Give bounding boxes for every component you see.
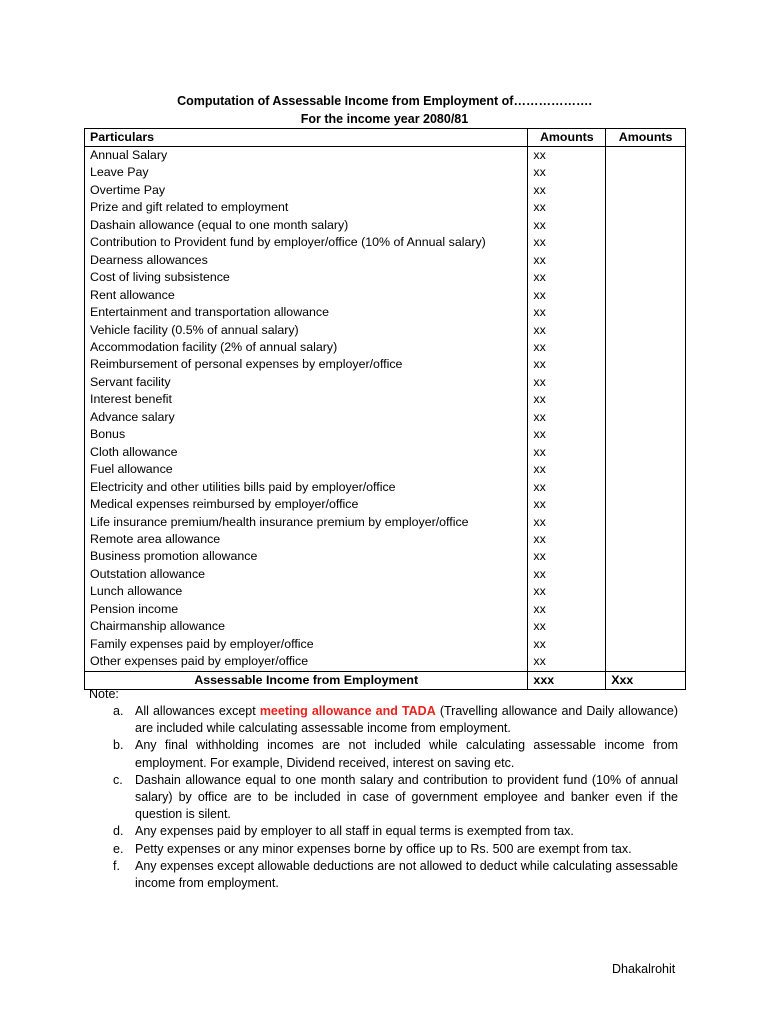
note-text: Any expenses paid by employer to all staff in equal terms is exempted from tax. (135, 824, 574, 839)
table-row (85, 182, 686, 199)
amount-cell-empty (606, 514, 686, 531)
note-text: All allowances except (135, 704, 260, 718)
amount-cell: xx (528, 653, 606, 671)
amount-cell: xx (528, 548, 606, 565)
amount-cell: xx (528, 269, 606, 286)
particular-cell: Other expenses paid by employer/office (85, 653, 528, 671)
amount-cell-empty (606, 287, 686, 304)
amount-cell: xx (528, 287, 606, 304)
particular-cell: Leave Pay (85, 164, 528, 181)
amount-cell: xx (528, 601, 606, 618)
particular-cell: Entertainment and transportation allowance (85, 304, 528, 321)
note-marker: d. (113, 824, 124, 839)
particular-cell: Overtime Pay (85, 182, 528, 199)
amount-cell: xx (528, 356, 606, 373)
table-row (85, 653, 686, 671)
amount-cell: xx (528, 374, 606, 391)
table-row (85, 548, 686, 565)
amount-cell-empty (606, 531, 686, 548)
amount-cell: xx (528, 217, 606, 234)
amount-cell: xx (528, 339, 606, 356)
table-row (85, 636, 686, 653)
notes-list (110, 703, 678, 892)
table-total-row (85, 671, 686, 689)
header-amounts-1: Amounts (528, 129, 606, 147)
amount-cell-empty (606, 426, 686, 443)
particular-cell: Remote area allowance (85, 531, 528, 548)
amount-cell-empty (606, 147, 686, 165)
amount-cell-empty (606, 322, 686, 339)
amount-cell-empty (606, 182, 686, 199)
amount-cell: xx (528, 391, 606, 408)
amount-cell-empty (606, 269, 686, 286)
table-row (85, 269, 686, 286)
amount-cell: xx (528, 531, 606, 548)
table-row (85, 322, 686, 339)
amount-cell-empty (606, 636, 686, 653)
table-row (85, 618, 686, 635)
particular-cell: Lunch allowance (85, 583, 528, 600)
table-row (85, 514, 686, 531)
amount-cell-empty (606, 252, 686, 269)
amount-cell-empty (606, 479, 686, 496)
amount-cell-empty (606, 618, 686, 635)
header-amounts-2: Amounts (606, 129, 686, 147)
note-marker: b. (113, 738, 124, 753)
particular-cell: Prize and gift related to employment (85, 199, 528, 216)
amount-cell: xx (528, 583, 606, 600)
total-label: Assessable Income from Employment (85, 671, 528, 689)
note-highlight: meeting allowance and TADA (259, 704, 436, 718)
particular-cell: Reimbursement of personal expenses by employer/office (85, 356, 528, 373)
computation-table (84, 128, 686, 690)
note-text: Any expenses except allowable deductions are not allowed to deduct while calculating assessable income from employment. (135, 858, 678, 891)
table-row (85, 252, 686, 269)
amount-cell-empty (606, 356, 686, 373)
amount-cell-empty (606, 444, 686, 461)
amount-cell: xx (528, 147, 606, 165)
amount-cell: xx (528, 496, 606, 513)
amount-cell-empty (606, 601, 686, 618)
document-subtitle: For the income year 2080/81 (300, 112, 469, 126)
table-row (85, 339, 686, 356)
table-row (85, 583, 686, 600)
particular-cell: Servant facility (85, 374, 528, 391)
header-particulars: Particulars (85, 129, 528, 147)
amount-cell-empty (606, 409, 686, 426)
amount-cell: xx (528, 618, 606, 635)
amount-cell-empty (606, 496, 686, 513)
table-row (85, 199, 686, 216)
amount-cell: xx (528, 409, 606, 426)
note-marker: a. (113, 704, 124, 718)
particular-cell: Cloth allowance (85, 444, 528, 461)
particular-cell: Pension income (85, 601, 528, 618)
note-item (110, 703, 678, 737)
amount-cell: xx (528, 566, 606, 583)
amount-cell-empty (606, 234, 686, 251)
particular-cell: Electricity and other utilities bills paid by employer/office (85, 479, 528, 496)
particular-cell: Bonus (85, 426, 528, 443)
table-row (85, 566, 686, 583)
amount-cell: xx (528, 461, 606, 478)
table-body (85, 147, 686, 672)
note-item (110, 772, 678, 824)
table-row (85, 531, 686, 548)
particular-cell: Advance salary (85, 409, 528, 426)
table-row (85, 287, 686, 304)
amount-cell: xx (528, 182, 606, 199)
amount-cell: xx (528, 322, 606, 339)
particular-cell: Chairmanship allowance (85, 618, 528, 635)
particular-cell: Medical expenses reimbursed by employer/office (85, 496, 528, 513)
particular-cell: Contribution to Provident fund by employer/office (10% of Annual salary) (85, 234, 528, 251)
amount-cell-empty (606, 374, 686, 391)
table-row (85, 234, 686, 251)
total-amount-1: xxx (528, 671, 606, 689)
particular-cell: Business promotion allowance (85, 548, 528, 565)
amount-cell-empty (606, 566, 686, 583)
amount-cell: xx (528, 164, 606, 181)
particular-cell: Interest benefit (85, 391, 528, 408)
note-marker: e. (113, 841, 124, 856)
amount-cell: xx (528, 636, 606, 653)
amount-cell: xx (528, 304, 606, 321)
amount-cell-empty (606, 217, 686, 234)
particular-cell: Annual Salary (85, 147, 528, 165)
amount-cell: xx (528, 479, 606, 496)
particular-cell: Dashain allowance (equal to one month salary) (85, 217, 528, 234)
table-row (85, 374, 686, 391)
note-text: (Travelling allowance and Daily allowance) are included while calculating assessable income from employment. (135, 704, 679, 736)
particular-cell: Dearness allowances (85, 252, 528, 269)
table-row (85, 479, 686, 496)
note-item (110, 823, 678, 840)
amount-cell: xx (528, 514, 606, 531)
table-row (85, 426, 686, 443)
author-name: Dhakalrohit (612, 962, 676, 976)
note-text: Petty expenses or any minor expenses borne by office up to Rs. 500 are exempt from tax. (135, 841, 632, 856)
table-row (85, 391, 686, 408)
table-row (85, 304, 686, 321)
particular-cell: Life insurance premium/health insurance premium by employer/office (85, 514, 528, 531)
note-heading: Note: (89, 687, 119, 701)
amount-cell-empty (606, 548, 686, 565)
amount-cell-empty (606, 304, 686, 321)
note-text: Dashain allowance equal to one month salary and contribution to provident fund (10% of annual salary) by office are to be included in case of government employee and banker even if the question is silent. (135, 772, 678, 822)
table-row (85, 147, 686, 165)
particular-cell: Vehicle facility (0.5% of annual salary) (85, 322, 528, 339)
note-item (110, 858, 678, 892)
amount-cell-empty (606, 199, 686, 216)
amount-cell-empty (606, 391, 686, 408)
particular-cell: Family expenses paid by employer/office (85, 636, 528, 653)
table-row (85, 461, 686, 478)
amount-cell-empty (606, 164, 686, 181)
amount-cell: xx (528, 199, 606, 216)
table-row (85, 217, 686, 234)
table-header-row (85, 129, 686, 147)
table-row (85, 164, 686, 181)
particular-cell: Accommodation facility (2% of annual salary) (85, 339, 528, 356)
document-title: Computation of Assessable Income from Employment of………………. (177, 94, 592, 108)
amount-cell: xx (528, 234, 606, 251)
amount-cell-empty (606, 461, 686, 478)
amount-cell: xx (528, 252, 606, 269)
amount-cell-empty (606, 583, 686, 600)
note-text: Any final withholding incomes are not included while calculating assessable income from employment. For example, Dividend received, interest on saving etc. (135, 738, 678, 770)
amount-cell: xx (528, 426, 606, 443)
amount-cell: xx (528, 444, 606, 461)
note-item (110, 841, 678, 858)
particular-cell: Outstation allowance (85, 566, 528, 583)
table-row (85, 496, 686, 513)
table-row (85, 444, 686, 461)
total-amount-2: Xxx (606, 671, 686, 689)
amount-cell-empty (606, 653, 686, 671)
note-marker: f. (113, 858, 120, 873)
note-item (110, 737, 678, 771)
note-marker: c. (113, 772, 123, 787)
particular-cell: Cost of living subsistence (85, 269, 528, 286)
table-row (85, 601, 686, 618)
particular-cell: Fuel allowance (85, 461, 528, 478)
table-row (85, 409, 686, 426)
particular-cell: Rent allowance (85, 287, 528, 304)
table-row (85, 356, 686, 373)
amount-cell-empty (606, 339, 686, 356)
